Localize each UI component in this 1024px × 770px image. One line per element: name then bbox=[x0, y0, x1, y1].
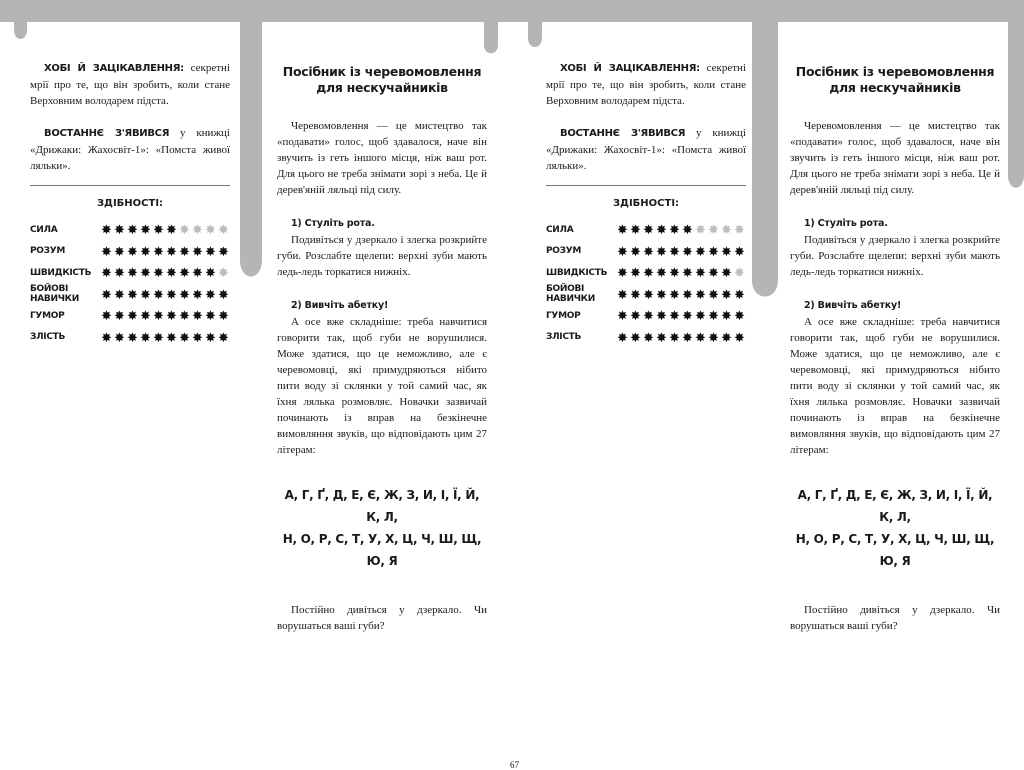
star-filled-icon: ✸ bbox=[114, 222, 125, 238]
ability-row bbox=[30, 284, 230, 306]
star-filled-icon: ✸ bbox=[114, 308, 125, 324]
star-filled-icon: ✸ bbox=[218, 286, 229, 302]
star-filled-icon: ✸ bbox=[682, 329, 693, 345]
ability-rating bbox=[100, 331, 230, 344]
star-empty-icon: ✸ bbox=[218, 265, 229, 281]
ability-row bbox=[546, 241, 746, 263]
ability-rating bbox=[616, 266, 746, 279]
star-filled-icon: ✸ bbox=[656, 243, 667, 259]
step2-text: А осе вже складніше: треба навчитися говорити так, щоб губи не ворушилися. Може здатися, що це неможливо, але є черевомовці, які примудряються нібито пити воду зі склянки у той самий час, як їхня лялька розмовляє. Новачки зазвичай починають із вправ на безкінечне вимовляння звуків, що відповідають цим 27 літерам: bbox=[790, 316, 1000, 456]
hobby-paragraph bbox=[30, 60, 230, 109]
star-filled-icon: ✸ bbox=[114, 286, 125, 302]
star-filled-icon: ✸ bbox=[708, 329, 719, 345]
star-filled-icon: ✸ bbox=[682, 286, 693, 302]
alphabet-line1: А, Г, Ґ, Д, Е, Є, Ж, З, И, І, Ї, Й, К, Л, bbox=[284, 488, 480, 524]
star-filled-icon: ✸ bbox=[166, 286, 177, 302]
star-filled-icon: ✸ bbox=[192, 243, 203, 259]
abilities-title: ЗДІБНОСТІ: bbox=[612, 198, 680, 209]
star-filled-icon: ✸ bbox=[166, 222, 177, 238]
star-filled-icon: ✸ bbox=[127, 265, 138, 281]
hobby-label: ХОБІ Й ЗАЦІКАВЛЕННЯ: bbox=[560, 63, 700, 74]
star-filled-icon: ✸ bbox=[127, 329, 138, 345]
star-filled-icon: ✸ bbox=[656, 308, 667, 324]
star-filled-icon: ✸ bbox=[179, 308, 190, 324]
abilities-title: ЗДІБНОСТІ: bbox=[96, 198, 164, 209]
star-filled-icon: ✸ bbox=[218, 329, 229, 345]
star-filled-icon: ✸ bbox=[669, 308, 680, 324]
star-filled-icon: ✸ bbox=[734, 243, 745, 259]
star-filled-icon: ✸ bbox=[205, 243, 216, 259]
star-filled-icon: ✸ bbox=[166, 308, 177, 324]
star-filled-icon: ✸ bbox=[721, 243, 732, 259]
star-empty-icon: ✸ bbox=[708, 222, 719, 238]
hobby-label: ХОБІ Й ЗАЦІКАВЛЕННЯ: bbox=[44, 63, 184, 74]
step2-text: А осе вже складніше: треба навчитися говорити так, щоб губи не ворушилися. Може здатися, що це неможливо, але є черевомовці, які примудряються нібито пити воду зі склянки у той самий час, як їхня лялька розмовляє. Новачки зазвичай починають із вправ на безкінечне вимовляння звуків, що відповідають цим 27 літерам: bbox=[277, 316, 487, 456]
star-filled-icon: ✸ bbox=[708, 286, 719, 302]
star-filled-icon: ✸ bbox=[101, 286, 112, 302]
star-filled-icon: ✸ bbox=[734, 286, 745, 302]
star-filled-icon: ✸ bbox=[153, 308, 164, 324]
star-filled-icon: ✸ bbox=[140, 222, 151, 238]
ability-name: ГУМОР bbox=[30, 310, 65, 321]
ability-rating bbox=[616, 245, 746, 258]
alphabet-block bbox=[790, 484, 1000, 572]
ability-row bbox=[30, 262, 230, 284]
star-filled-icon: ✸ bbox=[192, 265, 203, 281]
star-filled-icon: ✸ bbox=[218, 243, 229, 259]
star-filled-icon: ✸ bbox=[643, 243, 654, 259]
ability-row bbox=[30, 305, 230, 327]
character-card bbox=[546, 60, 746, 348]
star-filled-icon: ✸ bbox=[153, 329, 164, 345]
star-filled-icon: ✸ bbox=[140, 286, 151, 302]
spread-left bbox=[0, 0, 512, 768]
ability-rating bbox=[100, 266, 230, 279]
last-appeared-label: ВОСТАННЄ З'ЯВИВСЯ bbox=[44, 128, 170, 139]
step1-title: 1) Стуліть рота. bbox=[804, 218, 888, 229]
star-filled-icon: ✸ bbox=[669, 286, 680, 302]
star-filled-icon: ✸ bbox=[682, 265, 693, 281]
alphabet-line2: Н, О, Р, С, Т, У, Х, Ц, Ч, Ш, Щ, Ю, Я bbox=[795, 532, 995, 568]
ability-row bbox=[546, 262, 746, 284]
star-filled-icon: ✸ bbox=[708, 265, 719, 281]
ability-row bbox=[30, 327, 230, 349]
ability-row bbox=[546, 284, 746, 306]
hobby-paragraph bbox=[546, 60, 746, 109]
star-filled-icon: ✸ bbox=[669, 265, 680, 281]
star-empty-icon: ✸ bbox=[192, 222, 203, 238]
star-filled-icon: ✸ bbox=[617, 243, 628, 259]
ability-rating bbox=[100, 288, 230, 301]
star-empty-icon: ✸ bbox=[734, 265, 745, 281]
star-filled-icon: ✸ bbox=[682, 243, 693, 259]
step2-title: 2) Вивчіть абетку! bbox=[804, 300, 902, 311]
guide-title bbox=[790, 64, 1000, 96]
star-filled-icon: ✸ bbox=[682, 308, 693, 324]
ability-rating bbox=[616, 309, 746, 322]
star-filled-icon: ✸ bbox=[669, 243, 680, 259]
star-filled-icon: ✸ bbox=[617, 329, 628, 345]
guide-title-line1: Посібник із черевомовлення bbox=[282, 64, 482, 79]
star-filled-icon: ✸ bbox=[192, 308, 203, 324]
star-filled-icon: ✸ bbox=[617, 286, 628, 302]
star-filled-icon: ✸ bbox=[153, 243, 164, 259]
star-filled-icon: ✸ bbox=[205, 329, 216, 345]
star-filled-icon: ✸ bbox=[643, 329, 654, 345]
ability-name: ЗЛІСТЬ bbox=[30, 332, 66, 343]
star-filled-icon: ✸ bbox=[101, 308, 112, 324]
star-filled-icon: ✸ bbox=[114, 243, 125, 259]
star-filled-icon: ✸ bbox=[695, 308, 706, 324]
ability-row bbox=[546, 305, 746, 327]
ability-row bbox=[30, 241, 230, 263]
ability-row bbox=[546, 219, 746, 241]
star-empty-icon: ✸ bbox=[205, 222, 216, 238]
ability-row bbox=[546, 327, 746, 349]
star-filled-icon: ✸ bbox=[127, 286, 138, 302]
guide-title-line2: для нескучайників bbox=[829, 80, 961, 95]
ability-rating bbox=[616, 331, 746, 344]
star-filled-icon: ✸ bbox=[140, 265, 151, 281]
guide-column bbox=[790, 60, 1000, 634]
star-filled-icon: ✸ bbox=[205, 308, 216, 324]
star-filled-icon: ✸ bbox=[669, 329, 680, 345]
star-filled-icon: ✸ bbox=[630, 222, 641, 238]
star-filled-icon: ✸ bbox=[630, 243, 641, 259]
star-filled-icon: ✸ bbox=[721, 329, 732, 345]
abilities-list bbox=[546, 219, 746, 348]
page-number: 67 bbox=[510, 760, 519, 770]
spread-right bbox=[512, 0, 1024, 768]
star-filled-icon: ✸ bbox=[695, 265, 706, 281]
last-appeared-text: у книжці «Дрижаки: Жахосвіт-1»: «Помста живої ляльки». bbox=[546, 127, 746, 172]
star-filled-icon: ✸ bbox=[695, 243, 706, 259]
star-filled-icon: ✸ bbox=[643, 286, 654, 302]
ability-name: СИЛА bbox=[30, 224, 58, 235]
star-empty-icon: ✸ bbox=[721, 222, 732, 238]
star-filled-icon: ✸ bbox=[656, 265, 667, 281]
star-filled-icon: ✸ bbox=[192, 329, 203, 345]
character-card bbox=[30, 60, 230, 348]
star-filled-icon: ✸ bbox=[734, 329, 745, 345]
star-filled-icon: ✸ bbox=[630, 308, 641, 324]
hobby-text: секретні мрії про те, що він зробить, коли стане Верховним володарем підста. bbox=[546, 62, 747, 107]
star-filled-icon: ✸ bbox=[114, 329, 125, 345]
star-filled-icon: ✸ bbox=[630, 265, 641, 281]
star-filled-icon: ✸ bbox=[101, 243, 112, 259]
guide-closing: Постійно дивіться у дзеркало. Чи ворушаться ваші губи? bbox=[277, 604, 487, 632]
star-filled-icon: ✸ bbox=[721, 265, 732, 281]
divider bbox=[546, 185, 746, 186]
star-filled-icon: ✸ bbox=[656, 329, 667, 345]
last-appeared-text: у книжці «Дрижаки: Жахосвіт-1»: «Помста живої ляльки». bbox=[30, 127, 230, 172]
guide-intro: Черевомовлення — це мистецтво так «подавати» голос, щоб здавалося, наче він звучить із геть іншого місця, ніж ваш рот. Для цього не треба знімати зорі з неба. Це й дерев'яній ляльці під силу. bbox=[790, 120, 1000, 196]
star-filled-icon: ✸ bbox=[153, 286, 164, 302]
star-filled-icon: ✸ bbox=[101, 329, 112, 345]
ability-name: СИЛА bbox=[546, 224, 574, 235]
ability-rating bbox=[100, 223, 230, 236]
star-filled-icon: ✸ bbox=[695, 286, 706, 302]
star-filled-icon: ✸ bbox=[101, 222, 112, 238]
star-filled-icon: ✸ bbox=[166, 265, 177, 281]
guide-title-line1: Посібник із черевомовлення bbox=[795, 64, 995, 79]
ability-name: ГУМОР bbox=[546, 310, 581, 321]
star-filled-icon: ✸ bbox=[179, 265, 190, 281]
star-filled-icon: ✸ bbox=[166, 329, 177, 345]
ability-name: ЗЛІСТЬ bbox=[546, 332, 582, 343]
star-filled-icon: ✸ bbox=[721, 308, 732, 324]
ability-name: ШВИДКІСТЬ bbox=[30, 267, 92, 278]
guide-title-line2: для нескучайників bbox=[316, 80, 448, 95]
star-filled-icon: ✸ bbox=[695, 329, 706, 345]
star-filled-icon: ✸ bbox=[708, 243, 719, 259]
abilities-list bbox=[30, 219, 230, 348]
guide-intro: Черевомовлення — це мистецтво так «подавати» голос, щоб здавалося, наче він звучить із геть іншого місця, ніж ваш рот. Для цього не треба знімати зорі з неба. Це й дерев'яній ляльці під силу. bbox=[277, 120, 487, 196]
star-filled-icon: ✸ bbox=[179, 329, 190, 345]
star-filled-icon: ✸ bbox=[166, 243, 177, 259]
star-filled-icon: ✸ bbox=[179, 243, 190, 259]
star-filled-icon: ✸ bbox=[114, 265, 125, 281]
step2-title: 2) Вивчіть абетку! bbox=[291, 300, 389, 311]
star-filled-icon: ✸ bbox=[218, 308, 229, 324]
step1-text: Подивіться у дзеркало і злегка розкрийте губи. Розслабте щелепи: верхні зуби мають ледь-ледь торкатися нижніх. bbox=[277, 234, 487, 278]
star-filled-icon: ✸ bbox=[617, 265, 628, 281]
star-filled-icon: ✸ bbox=[656, 222, 667, 238]
star-filled-icon: ✸ bbox=[101, 265, 112, 281]
ability-rating bbox=[616, 223, 746, 236]
ability-name: ШВИДКІСТЬ bbox=[546, 267, 608, 278]
star-filled-icon: ✸ bbox=[630, 286, 641, 302]
star-filled-icon: ✸ bbox=[127, 222, 138, 238]
step1-title: 1) Стуліть рота. bbox=[291, 218, 375, 229]
star-filled-icon: ✸ bbox=[734, 308, 745, 324]
star-empty-icon: ✸ bbox=[179, 222, 190, 238]
ability-rating bbox=[616, 288, 746, 301]
guide-closing: Постійно дивіться у дзеркало. Чи ворушаться ваші губи? bbox=[790, 604, 1000, 632]
star-filled-icon: ✸ bbox=[682, 222, 693, 238]
star-filled-icon: ✸ bbox=[630, 329, 641, 345]
star-filled-icon: ✸ bbox=[179, 286, 190, 302]
step1-text: Подивіться у дзеркало і злегка розкрийте губи. Розслабте щелепи: верхні зуби мають ледь-ледь торкатися нижніх. bbox=[790, 234, 1000, 278]
star-empty-icon: ✸ bbox=[734, 222, 745, 238]
star-filled-icon: ✸ bbox=[140, 308, 151, 324]
star-filled-icon: ✸ bbox=[192, 286, 203, 302]
star-filled-icon: ✸ bbox=[127, 243, 138, 259]
ability-name: РОЗУМ bbox=[30, 246, 66, 257]
star-filled-icon: ✸ bbox=[140, 243, 151, 259]
hobby-text: секретні мрії про те, що він зробить, коли стане Верховним володарем підста. bbox=[30, 62, 231, 107]
star-filled-icon: ✸ bbox=[617, 222, 628, 238]
star-filled-icon: ✸ bbox=[153, 265, 164, 281]
divider bbox=[30, 185, 230, 186]
last-appeared-paragraph bbox=[546, 125, 746, 174]
ability-row bbox=[30, 219, 230, 241]
star-filled-icon: ✸ bbox=[643, 265, 654, 281]
alphabet-line2: Н, О, Р, С, Т, У, Х, Ц, Ч, Ш, Щ, Ю, Я bbox=[282, 532, 482, 568]
star-filled-icon: ✸ bbox=[205, 286, 216, 302]
star-filled-icon: ✸ bbox=[656, 286, 667, 302]
star-filled-icon: ✸ bbox=[643, 222, 654, 238]
last-appeared-paragraph bbox=[30, 125, 230, 174]
ability-rating bbox=[100, 309, 230, 322]
star-filled-icon: ✸ bbox=[643, 308, 654, 324]
guide-column bbox=[277, 60, 487, 634]
star-filled-icon: ✸ bbox=[721, 286, 732, 302]
star-filled-icon: ✸ bbox=[708, 308, 719, 324]
ability-rating bbox=[100, 245, 230, 258]
star-filled-icon: ✸ bbox=[127, 308, 138, 324]
guide-title bbox=[277, 64, 487, 96]
ability-name: БОЙОВІ НАВИЧКИ bbox=[546, 284, 595, 305]
star-empty-icon: ✸ bbox=[695, 222, 706, 238]
alphabet-line1: А, Г, Ґ, Д, Е, Є, Ж, З, И, І, Ї, Й, К, Л, bbox=[797, 488, 993, 524]
star-filled-icon: ✸ bbox=[205, 265, 216, 281]
star-filled-icon: ✸ bbox=[669, 222, 680, 238]
star-filled-icon: ✸ bbox=[617, 308, 628, 324]
ability-name: БОЙОВІ НАВИЧКИ bbox=[30, 284, 79, 305]
star-filled-icon: ✸ bbox=[153, 222, 164, 238]
star-filled-icon: ✸ bbox=[140, 329, 151, 345]
alphabet-block bbox=[277, 484, 487, 572]
last-appeared-label: ВОСТАННЄ З'ЯВИВСЯ bbox=[560, 128, 686, 139]
ability-name: РОЗУМ bbox=[546, 246, 582, 257]
star-empty-icon: ✸ bbox=[218, 222, 229, 238]
